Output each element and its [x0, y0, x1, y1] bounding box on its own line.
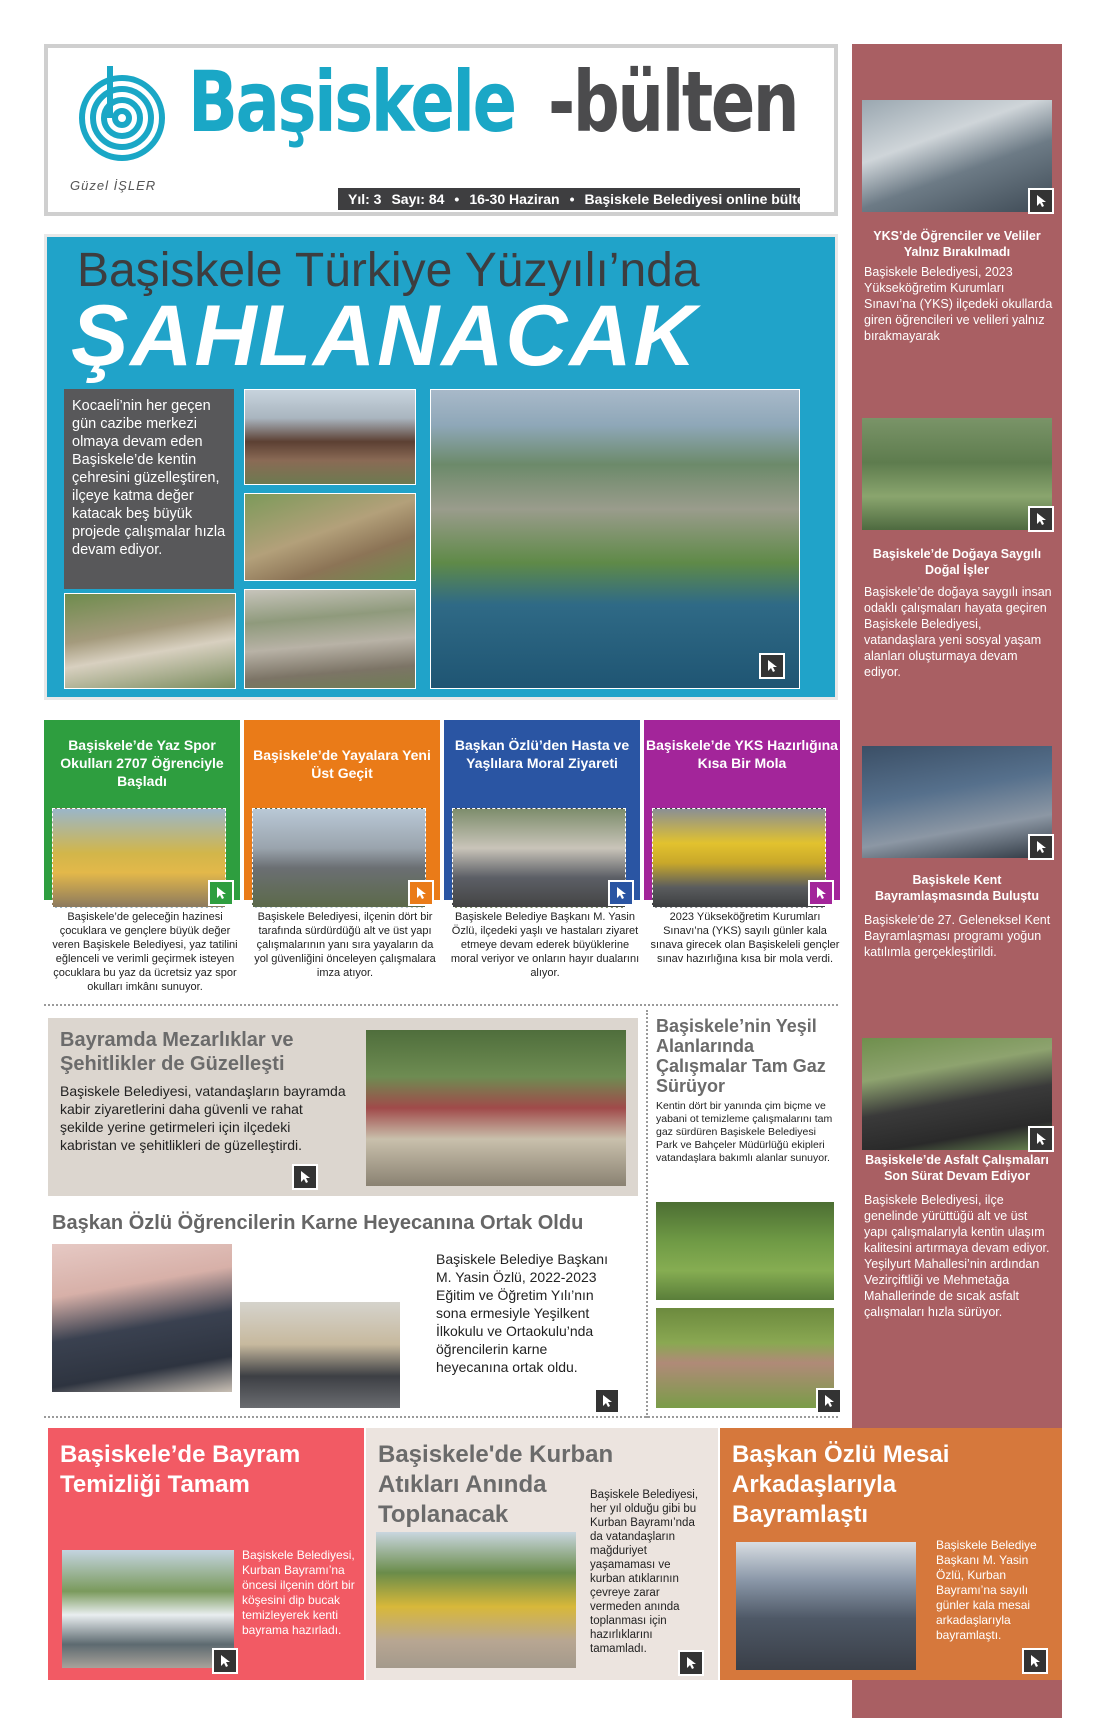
- hero-photo-construction[interactable]: [244, 493, 416, 581]
- yesil-text: Kentin dört bir yanında çim biçme ve yabani ot temizleme çalışmalarını tam gaz sürdüren Başiskele Belediyesi Park ve Bahçeler Müdürlüğü ekipleri vatandaşlara bakımlı alanlar sunuyor.: [656, 1100, 833, 1164]
- card-text: Başiskele Belediye Başkanı M. Yasin Özlü, ilçedeki yaşlı ve hastaları ziyaret etmeye devam ederek büyüklerine moral veriyor ve onların hayır dualarını alıyor.: [450, 911, 640, 979]
- yesil-title[interactable]: Başiskele’nin Yeşil Alanlarında Çalışmalar Tam Gaz Sürüyor: [656, 1016, 826, 1096]
- title-part-2: -bülten: [548, 53, 798, 151]
- yesil-photo-1[interactable]: [656, 1202, 834, 1300]
- card-text: 2023 Yükseköğretim Kurumları Sınavı’na (YKS) sayılı günler kala sınava girecek olan Başiskeleli gençler sınav hazırlığına kısa bir mola verdi.: [650, 911, 840, 965]
- divider: [44, 1416, 838, 1418]
- pointer-icon[interactable]: [208, 880, 234, 906]
- mezar-photo[interactable]: [366, 1030, 626, 1186]
- sidebar-text-2: Başiskele’de doğaya saygılı insan odaklı çalışmaları hayata geçiren Başiskele Belediyesi, vatandaşlara yeni sosyal yaşam alanları oluşturmaya devam ediyor.: [864, 585, 1052, 679]
- card-title: Başiskele’de YKS Hazırlığına Kısa Bir Mola: [646, 737, 838, 771]
- card-text: Başiskele Belediyesi, ilçenin dört bir tarafında sürdürdüğü alt ve üst yapı çalışmalarının yanı sıra yayaların da yol güvenliğini önceleyen çalışmalara imza atıyor.: [254, 911, 436, 979]
- bottom-photo[interactable]: [62, 1550, 234, 1668]
- sidebar-title-3[interactable]: Başiskele Kent Bayramlaşmasında Buluştu: [875, 873, 1039, 903]
- pointer-icon[interactable]: [808, 880, 834, 906]
- card-ziyaret[interactable]: [444, 720, 640, 900]
- bottom-title[interactable]: Başiskele'de Kurban Atıkları Anında Toplanacak: [378, 1441, 614, 1528]
- pointer-icon[interactable]: [1028, 506, 1054, 532]
- bottom-box-temizlik: [48, 1428, 364, 1680]
- sidebar-photo-bayramlasma[interactable]: [862, 746, 1052, 858]
- mezar-section: [48, 1018, 638, 1196]
- karne-photo-2[interactable]: [240, 1302, 400, 1408]
- issue-dates: 16-30 Haziran: [469, 191, 560, 207]
- card-text: Başiskele’de geleceğin hazinesi çocuklara ve gençlere büyük değer veren Başiskele Belediyesi, yaz tatilini eğlenceli ve verimli geçirmek isteyen çocuklara bu yaz da ücretsiz yaz spor okulları imkânı sunuyor.: [52, 911, 238, 993]
- hero-photo-complex[interactable]: [244, 589, 416, 689]
- pointer-icon[interactable]: [1028, 188, 1054, 214]
- pointer-icon[interactable]: [1028, 834, 1054, 860]
- yesil-photo-2[interactable]: [656, 1308, 834, 1408]
- issue-bar: Yıl: 3 Sayı: 84 • 16-30 Haziran • Başiskele Belediyesi online bülten: [338, 188, 800, 210]
- pointer-icon[interactable]: [594, 1388, 620, 1414]
- mezar-text: Başiskele Belediyesi, vatandaşların bayramda kabir ziyaretlerini daha güvenli ve rahat şekilde yerine getirmeleri için ilçedeki kabristan ve şehitlikleri de güzelleştirdi.: [60, 1083, 346, 1153]
- sidebar-text-3: Başiskele’de 27. Geleneksel Kent Bayramlaşması programı yoğun katılımla gerçekleştirildi.: [864, 913, 1051, 959]
- hero-photo-main[interactable]: [430, 389, 800, 689]
- card-spor[interactable]: [44, 720, 240, 900]
- pointer-icon[interactable]: [678, 1650, 704, 1676]
- karne-title[interactable]: Başkan Özlü Öğrencilerin Karne Heyecanına Ortak Oldu: [52, 1212, 584, 1234]
- bottom-title[interactable]: Başkan Özlü Mesai Arkadaşlarıyla Bayramlaştı: [732, 1441, 950, 1528]
- hero-section: [44, 234, 838, 700]
- mezar-title[interactable]: Bayramda Mezarlıklar ve Şehitlikler de Güzelleşti: [60, 1029, 294, 1075]
- pointer-icon[interactable]: [212, 1648, 238, 1674]
- hero-headline-big: ŞAHLANACAK: [71, 288, 698, 384]
- sidebar-title-4[interactable]: Başiskele’de Asfalt Çalışmaları Son Sürat Devam Ediyor: [865, 1153, 1049, 1183]
- card-title: Başkan Özlü’den Hasta ve Yaşlılara Moral Ziyareti: [454, 737, 630, 771]
- sidebar-photo-yks[interactable]: [862, 100, 1052, 212]
- bottom-box-kurban: [366, 1428, 718, 1680]
- bottom-text: Başiskele Belediye Başkanı M. Yasin Özlü, Kurban Bayramı’na sayılı günler kala mesai arkadaşlarıyla bayramlaştı.: [936, 1538, 1037, 1642]
- pointer-icon[interactable]: [408, 880, 434, 906]
- sidebar-title-2[interactable]: Başiskele’de Doğaya Saygılı Doğal İşler: [872, 547, 1042, 577]
- pointer-icon[interactable]: [608, 880, 634, 906]
- sidebar-text-1: Başiskele Belediyesi, 2023 Yükseköğretim Kurumları Sınavı’na (YKS) ilçedeki okullarda giren öğrencileri ve velileri yalnız bırakmayarak: [864, 265, 1053, 343]
- pointer-icon[interactable]: [816, 1388, 842, 1414]
- karne-text: Başiskele Belediye Başkanı M. Yasin Özlü, 2022-2023 Eğitim ve Öğretim Yılı’nın sona ermesiyle Yeşilkent İlkokulu ve Ortaokulu’nda öğrencilerin karne heyecanına ortak oldu.: [436, 1251, 608, 1375]
- bottom-box-bayramlasma: [720, 1428, 1062, 1680]
- pointer-icon[interactable]: [759, 653, 785, 679]
- hero-photo-building[interactable]: [244, 389, 416, 485]
- bottom-text: Başiskele Belediyesi, Kurban Bayramı’na öncesi ilçenin dört bir köşesini dip bucak temizleyerek kenti bayrama hazırladı.: [242, 1548, 355, 1637]
- divider: [646, 1010, 648, 1418]
- hero-text: Kocaeli’nin her geçen gün cazibe merkezi olmaya devam eden Başiskele’de kentin çehresini güzelleştiren, ilçeye katma değer katacak beş büyük projede çalışmalar hızla devam ediyor.: [64, 389, 234, 589]
- sidebar-text-4: Başiskele Belediyesi, ilçe genelinde yürüttüğü alt ve üst yapı çalışmalarıyla kentin ulaşım kalitesini artırmaya devam ediyor. Yeşilyurt Mahallesi’nin ardından Vezirçiftliği ve Mehmetağa Mahallerinde de sıcak asfalt çalışmaları hızla sürüyor.: [864, 1193, 1050, 1319]
- karne-photo-1[interactable]: [52, 1244, 232, 1392]
- card-photo[interactable]: [452, 808, 626, 908]
- issue-source: Başiskele Belediyesi online bülten: [584, 191, 814, 207]
- card-ustgecit[interactable]: [244, 720, 440, 900]
- sidebar-photo-nature[interactable]: [862, 418, 1052, 530]
- pointer-icon[interactable]: [292, 1164, 318, 1190]
- logo-icon: [72, 62, 172, 162]
- tagline: Güzel İŞLER: [70, 178, 157, 193]
- issue-number: Sayı: 84: [391, 191, 445, 207]
- card-photo[interactable]: [252, 808, 426, 908]
- card-yks[interactable]: [644, 720, 840, 900]
- hero-headline: Başiskele Türkiye Yüzyılı’nda: [77, 244, 700, 297]
- pointer-icon[interactable]: [1022, 1648, 1048, 1674]
- divider: [44, 1004, 838, 1006]
- bottom-text: Başiskele Belediyesi, her yıl olduğu gibi bu Kurban Bayramı’nda da vatandaşların mağduriyet yaşamaması ve kurban atıklarının çevreye zarar vermeden anında toplanması için hazırlıklarını tamamladı.: [590, 1489, 699, 1655]
- card-title: Başiskele’de Yaz Spor Okulları 2707 Öğrenciyle Başladı: [60, 737, 224, 789]
- bottom-title[interactable]: Başiskele’de Bayram Temizliği Tamam: [60, 1441, 301, 1498]
- issue-year: Yıl: 3: [348, 191, 382, 207]
- bottom-photo[interactable]: [376, 1532, 576, 1668]
- sidebar-photo-asfalt[interactable]: [862, 1038, 1052, 1150]
- pointer-icon[interactable]: [1028, 1126, 1054, 1152]
- card-title: Başiskele’de Yayalara Yeni Üst Geçit: [253, 747, 431, 781]
- hero-photo-site[interactable]: [64, 593, 236, 689]
- bottom-photo[interactable]: [736, 1542, 916, 1670]
- card-photo[interactable]: [652, 808, 826, 908]
- sidebar-title-1[interactable]: YKS’de Öğrenciler ve Veliler Yalnız Bırakılmadı: [873, 229, 1041, 259]
- card-photo[interactable]: [52, 808, 226, 908]
- masthead: [44, 44, 838, 216]
- title-part-1: Başiskele: [188, 53, 515, 151]
